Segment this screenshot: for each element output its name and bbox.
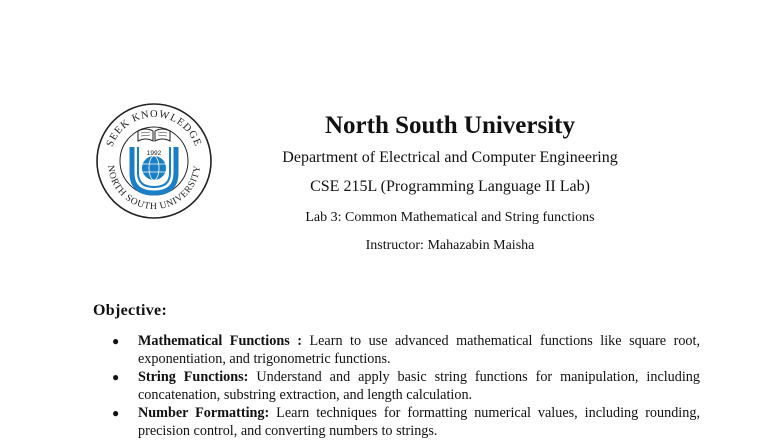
list-item (110, 405, 700, 440)
seal-bottom-text: NORTH SOUTH UNIVERSITY (104, 164, 204, 213)
bullet-icon: ● (112, 334, 120, 348)
lab-title: Lab 3: Common Mathematical and String functions (305, 210, 595, 225)
item-term: String Functions: (138, 369, 249, 385)
course-title: CSE 215L (Programming Language II Lab) (310, 178, 590, 195)
instructor-name: Instructor: Mahazabin Maisha (365, 238, 535, 253)
bullet-icon: ● (112, 370, 120, 384)
objective-list (110, 333, 700, 441)
seal-year: 1992 (146, 150, 162, 157)
seal-top-text: SEEK KNOWLEDGE (104, 108, 204, 149)
book-icon (138, 129, 170, 141)
item-text: Learn to use advanced mathematical functions like square root, exponentiation, and trigonometric functions. (138, 333, 701, 367)
bullet-icon: ● (112, 406, 120, 420)
item-term: Number Formatting: (138, 405, 270, 421)
objective-heading: Objective: (93, 302, 168, 319)
university-seal-icon (94, 101, 214, 221)
department-name: Department of Electrical and Computer Engineering (282, 149, 618, 166)
item-text: Learn techniques for formatting numerical values, including rounding, precision control, and converting numbers to strings. (138, 405, 700, 439)
university-name: North South University (324, 112, 575, 139)
item-text: Understand and apply basic string functions for manipulation, including concatenation, substring extraction, and length calculation. (138, 369, 700, 403)
list-item (110, 333, 700, 368)
list-item (110, 369, 700, 404)
item-term: Mathematical Functions : (138, 333, 302, 349)
